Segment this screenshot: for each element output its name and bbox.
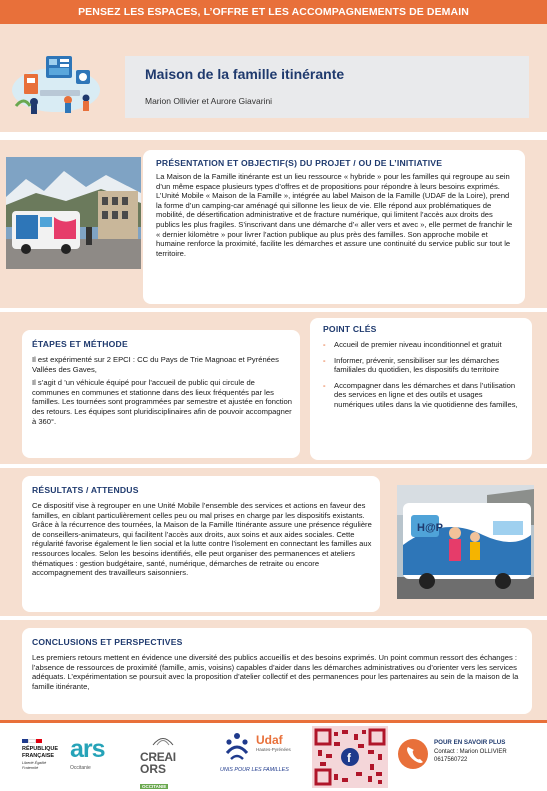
resultats-paragraph: Ce dispositif vise à regrouper en une Unité Mobile l’ensemble des services et actions en faveur des familles, en ciblant particulièrement celles peu ou mal prises en charge par les dispositifs existants. Grâce à la récurrence des tournées, la Maison de la Famille Itinérante assure une présence régulière de conseillers-animateurs, qui facilitent l’accès aux droits, aux soins et aux aides sociales. Cette régularité favorise également le lien social et la lutte contre l’isolement en connectant les familles aux ressources locales. Selon les besoins identifiés, elle peut organiser des permanences et ateliers thématiques : gestion budgétaire, santé, numérique, démarches de retraite ou encore accompagnement des travailleurs saisonniers.	[32, 501, 372, 578]
presentation-card	[143, 150, 525, 304]
footer-logos	[0, 723, 547, 791]
resultats-heading: RÉSULTATS / ATTENDUS	[32, 485, 139, 495]
contact-name: Contact : Marion OLLIVIER	[434, 749, 507, 755]
conclusions-card	[22, 628, 532, 714]
contact-title: POUR EN SAVOIR PLUS	[434, 739, 506, 746]
udaf-figures-icon	[222, 731, 252, 761]
qr-code[interactable]	[312, 726, 388, 788]
presentation-paragraph-1: La Maison de la Famille itinérante est un lieu ressource « hybride » pour les familles qui regroupe au sein d’un même espace plusieurs types d’offres et de propositions pour répondre à leurs besoins exprimés.	[156, 172, 510, 191]
republique-francaise-logo: RÉPUBLIQUE FRANÇAISE Liberté Égalité Fraternité	[22, 739, 72, 783]
contact-phone[interactable]: 0617560722	[434, 757, 468, 763]
phone-icon	[398, 739, 428, 769]
etapes-paragraph-1: Il est expérimenté sur 2 EPCI : CC du Pays de Trie Magnoac et Pyrénées Vallées des Gaves,	[32, 355, 279, 374]
list-item: - Accompagner dans les démarches et dans l’utilisation des services en ligne et des outils et usages numériques utiles dans la vie quotidienne des familles,	[323, 381, 523, 410]
conclusions-heading: CONCLUSIONS ET PERSPECTIVES	[32, 637, 183, 647]
conclusions-paragraph: Les premiers retours mettent en évidence une diversité des publics accueillis et des besoins exprimés. Un point commun ressort des échanges : l’absence de ressources de proximité (famille, amis, voisins) capables d’aider dans les démarches administratives ou d’orienter vers les services adéquats. L’expérimentation se poursuit avec la proposition d’atelier collectif et des permanences pour les partenaires au sein de la maison de la famille itinérante,	[32, 653, 519, 691]
header-banner	[0, 0, 547, 132]
authors: Marion Ollivier et Aurore Giavarini	[145, 96, 273, 106]
points-heading: POINT CLÉS	[323, 324, 377, 334]
resultats-card	[22, 476, 380, 612]
photo-mobile-unit-street	[6, 157, 141, 269]
etapes-heading: ÉTAPES ET MÉTHODE	[32, 339, 128, 349]
contact-block	[434, 739, 544, 764]
points-card	[310, 318, 532, 460]
etapes-paragraph-2: Il s’agit d ’un véhicule équipé pour l’accueil de public qui circule de communes en communes et stationne dans des lieux fréquentés par les familles. Les tournées sont programmées par semestre et ajustée en fonction des retours. Les équipes sont pluridisciplinaires afin de pouvoir accompagner à 360°.	[32, 378, 293, 426]
svg-text:f: f	[347, 751, 351, 765]
vehicle-sign-text: H@P	[417, 522, 444, 534]
photo-mobile-unit-side	[397, 485, 534, 599]
banner-title: PENSEZ LES ESPACES, L’OFFRE ET LES ACCOMPAGNEMENTS DE DEMAIN	[0, 0, 547, 24]
presentation-heading: PRÉSENTATION ET OBJECTIF(S) DU PROJET / OU DE L’INITIATIVE	[156, 158, 443, 168]
creai-ors-logo: CREAI ORS OCCITANIE	[140, 733, 186, 783]
title-box	[125, 56, 529, 118]
list-item: - Informer, prévenir, sensibiliser sur les démarches familiales du quotidien, les dispositifs du territoire	[323, 356, 523, 375]
etapes-card	[22, 330, 300, 458]
page-title: Maison de la famille itinérante	[145, 66, 345, 82]
hero-illustration	[10, 46, 102, 116]
points-list	[323, 340, 523, 416]
ars-logo: ars Occitanie	[70, 735, 105, 771]
udaf-logo: Udaf Hautes-Pyrénées UNIS POUR LES FAMILLES	[220, 733, 291, 773]
list-item: - Accueil de premier niveau inconditionnel et gratuit	[323, 340, 523, 350]
presentation-paragraph-2: L’Unité Mobile « Maison de la Famille », intégrée au label Maison de la Famille (UDAF de la Loire), prend la forme d’un camping-car aménagé qui sillonne les lieux de vie. Elle répond aux problématiques de mobilité, de désertification administrative et de fracture numérique, qui limitent l’accès aux droits des publics les plus fragiles. S’inscrivant dans une démarche d’« aller vers et avec », elle permet de franchir le « dernier kilomètre » pour livrer l’action publique au plus près des familles. Son approche mobile et humaine renforce la proximité, facilite les démarches et assure une continuité du service public sur tout le territoire.	[156, 191, 513, 258]
